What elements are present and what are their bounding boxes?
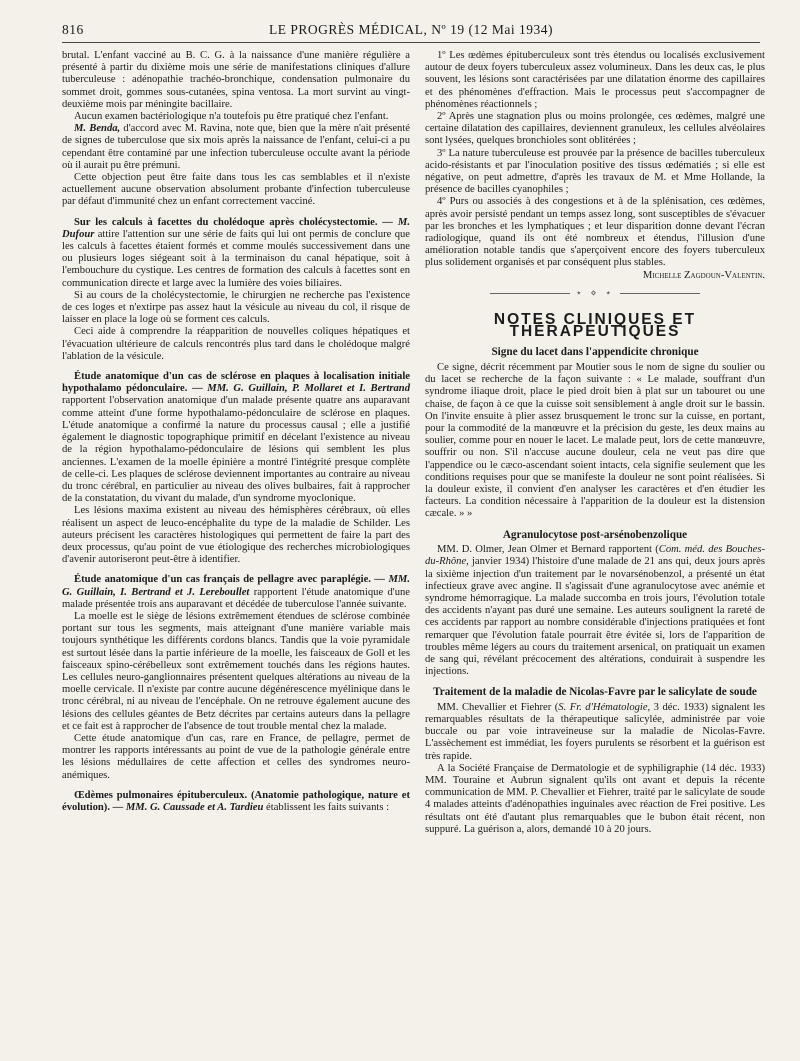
paragraph: brutal. L'enfant vacciné au B. C. G. à la naissance d'une manière régulière a présenté à partir du dixième mois une série de manifestations cliniques d'allure tuberculeuse : adénopathie trachéo-bronchique, condensation pulmonaire du sommet droit, gommes sous-cutanées, spina ventosa. La mort survint au vingt-deuxième mois par méningite bacillaire. xyxy=(62,50,410,110)
journal-title: LE PROGRÈS MÉDICAL, Nº 19 (12 Mai 1934) xyxy=(269,22,553,37)
paragraph: Les lésions maxima existent au niveau des hémisphères cérébraux, où elles réalisent un aspect de leuco-encéphalite du type de la maladie de Schilder. Les auteurs précisent les caractères histologiques qui permettent de faire la part des deux processus, qu'au point de vue étiologique des recherches microbiologiques d'avenir autoriseront peut-être à identifier. xyxy=(62,505,410,566)
paragraph: Aucun examen bactériologique n'a toutefois pu être pratiqué chez l'enfant. xyxy=(74,111,389,123)
paragraph: 1º Les œdèmes épituberculeux sont très étendus ou localisés exclusivement autour de deux foyers tuberculeux assez volumineux. Dans les deux cas, le plus souvent, les lésions sont caractérisées par une dilatation énorme des capillaires et des phénomènes d'effraction. Mais le processus peut s'accompagner de phénomènes réactionnels ; xyxy=(425,50,765,110)
paragraph: M. Benda, d'accord avec M. Ravina, note que, bien que la mère n'ait présenté de signes de tuberculose que six mois après la naissance de l'enfant, celui-ci a pu cependant être contaminé par une infection tuberculeuse occulte avant la période où il aurait pu être prémuni. xyxy=(62,123,411,171)
section-title: Étude anatomique d'un cas de sclérose en plaques à localisation initiale hypothalamo pédonculaire. xyxy=(62,371,410,395)
author: — MM. G. Guillain, P. Mollaret et I. Bertrand xyxy=(187,383,410,395)
page-header xyxy=(62,18,760,43)
section-divider: ⋆ ⋄ ⋆ xyxy=(425,288,765,300)
paragraph: A la Société Française de Dermatologie et de syphiligraphie (14 déc. 1933) MM. Touraine et Aubrun signalent qu'ils ont avant et depuis la récente communication de MM. P. Chevallier et Fiehrer, traité par le salicylate de soude 4 malades atteints d'adénopathies inguinales avec réaction de Frei positive. Les résultats ont été d'autant plus remarquables que le bubon était récent, non suppuré. La guérison a, alors, demandé 10 à 20 jours. xyxy=(425,762,765,835)
author: — MM. G. Guillain, I. Bertrand et J. Lereboullet xyxy=(62,574,410,598)
section-title: Étude anatomique d'un cas français de pellagre avec paraplégie. xyxy=(74,574,371,586)
paragraph: MM. D. Olmer, Jean Olmer et Bernard rapportent (Com. méd. des Bouches-du-Rhône, janvier 1934) l'histoire d'une malade de 21 ans qui, deux jours après la sixième injection d'un traitement par le novarsénobenzol, a présenté un état infectieux grave avec angine. Il s'agissait d'une agranulocytose avec anémie et syndrome hémorragique. La malade succomba en trois jours, l'évolution totale des accidents n'ayant pas duré une semaine. Les auteurs soulignent la rareté de ces accidents par rapport au nombre considérable d'injections pratiquées et font remarquer que l'évolution fatale pourrait être évitée si, lors de l'apparition de troubles même légers au cours du traitement arsenical, on pratiquait un examen de sang qui, révélant précocement des altérations, conduirait à suspendre les injections. xyxy=(425,544,765,678)
paragraph: Si au cours de la cholécystectomie, le chirurgien ne recherche pas l'existence de ces loges et n'extirpe pas assez haut la vésicule au niveau du col, il risque de laisser en place la loge où se forment ces calculs. xyxy=(62,289,410,326)
right-column xyxy=(425,50,765,836)
author: — M. Dufour xyxy=(62,216,410,240)
paragraph: Cette objection peut être faite dans tous les cas semblables et il n'existe actuellement aucune observation absolument probante d'infection tuberculeuse par défaut d'immunité chez un enfant correctement vacciné. xyxy=(62,172,410,208)
section-title: Sur les calculs à facettes du cholédoque après cholécystectomie. xyxy=(74,216,378,228)
subsection-title: Agranulocytose post-arsénobenzolique xyxy=(502,528,688,541)
section-cholédoque: Sur les calculs à facettes du cholédoque après cholécystectomie. — M. Dufour attire l'attention sur une série de faits qui lui ont permis de conclure que les calculs à facettes étaient formés et comme moulés successivement dans une ou plusieurs loges siégeant soit à la terminaison du canal hépatique, soit à l'embouchure du cystique. Les centres de formation des calculs à facettes sont en communication directe et large avec la lumière des voies biliaires. xyxy=(62,216,410,289)
subsection-title: Traitement de la maladie de Nicolas-Favre par le salicylate de soude xyxy=(433,686,757,699)
left-column xyxy=(62,50,410,814)
signature: Michelle Zagdoun-Valentin. xyxy=(642,269,765,281)
section-oedemes: Œdèmes pulmonaires épituberculeux. (Anatomie pathologique, nature et évolution). — MM. G. Caussade et A. Tardieu établissent les faits suivants : xyxy=(62,789,410,813)
author: — MM. G. Caussade et A. Tardieu xyxy=(109,801,264,813)
page-number: 816 xyxy=(62,22,84,37)
section-title: Œdèmes pulmonaires épituberculeux. (Anatomie pathologique, nature et évolution). xyxy=(62,789,410,813)
paragraph: Cette étude anatomique d'un cas, rare en France, de pellagre, permet de montrer les rapports intéressants au point de vue de la pathologie générale entre les lésions médullaires de cette affection et celles des syndromes neuro-anémiques. xyxy=(62,732,410,781)
paragraph: 3º La nature tuberculeuse est prouvée par la présence de bacilles tuberculeux acido-résistants et par l'inoculation positive des tissus œdématiés ; si elle est négative, on peut admettre, d'après les travaux de M. et Mme Hollande, la présence de bacilles cyanophiles ; xyxy=(425,147,765,196)
paragraph: La moelle est le siège de lésions extrêmement étendues de sclérose combinée portant sur tous les segments, mais atteignant d'une manière variable mais toujours synthétique les différents cordons blancs. Tandis que la voie pyramidale est surtout lésée dans la partie inférieure de la moelle, les faisceaux de Goll et les faisceaux spino-cérébelleux sont extrêmement touchés dans les régions hautes. Les cellules neuro-ganglionnaires présentent quelques altérations au niveau de la moelle cervicale. Il n'existe par contre aucune dégénérescence myélinique dans le tronc cérébral, ni au niveau de l'encéphale. On ne retrouve également aucune des lésions des cellules géantes de Betz décrites par certains auteurs dans la pellagre et ce fait est à rapprocher de l'absence de tout trouble mental chez la malade. xyxy=(62,610,410,732)
section-sclerose: Étude anatomique d'un cas de sclérose en plaques à localisation initiale hypothalamo pédonculaire. — MM. G. Guillain, P. Mollaret et I. Bertrand rapportent l'observation anatomique d'un malade présente quatre ans auparavant comme atteint d'une forme hypothalamo-pédonculaire de sclérose en plaques. L'étude anatomique a confirmé la nature du processus causal ; elle a justifié également le diagnostic topographique primitif en décelant l'existence au niveau de la région hypothalamo-pédonculaire de lésions qui semblent les plus anciennes. L'examen de la moelle épinière a montré l'intégrité presque complète de celle-ci. Les plaques de sclérose deviennent importantes au contraire au niveau du tronc cérébral, en particulier au niveau des olives bulbaires, fait à rapprocher de la constatation, du vivant du malade, d'un syndrome myoclonique. xyxy=(62,371,410,505)
paragraph: MM. Chevallier et Fiehrer (S. Fr. d'Hématologie, 3 déc. 1933) signalent les remarquables résultats de la thérapeutique salicylée, administrée par voie buccale ou par voie intraveineuse sur la maladie de Nicolas-Favre. L'assèchement est immédiat, les foyers purulents se résorbent et la guérison est très rapide. xyxy=(425,701,765,762)
section-pellagre: Étude anatomique d'un cas français de pellagre avec paraplégie. — MM. G. Guillain, I. Bertrand et J. Lereboullet rapportent l'étude anatomique d'une malade présentée trois ans auparavant et décédée de tuberculose l'année suivante. xyxy=(62,574,410,610)
subsection-title: Signe du lacet dans l'appendicite chronique xyxy=(491,346,699,359)
paragraph: 4º Purs ou associés à des congestions et à de la splénisation, ces œdèmes, après avoir persisté pendant un temps assez long, sont susceptibles de s'évacuer par les bronches et les lymphatiques ; et leur disparition donne devant l'écran radiologique, quand ils ont été nombreux et étendus, l'illusion d'une amélioration notable tandis que s'aperçoivent encore des foyers tuberculeux plus solidement organisés et par conséquent plus stables. xyxy=(425,196,765,269)
section-heading: NOTES CLINIQUES ET THÉRAPEUTIQUES xyxy=(493,311,697,341)
paragraph: 2º Après une stagnation plus ou moins prolongée, ces œdèmes, malgré une certaine dilatation des capillaires, deviennent granuleux, les cellules alvéolaires sont lysées, quelques bronchioles sont oblitérées ; xyxy=(425,111,765,147)
paragraph: Ceci aide à comprendre la réapparition de nouvelles coliques hépatiques et l'évacuation ultérieure de calculs rencontrés plus tard dans le cholédoque malgré l'ablation de la vésicule. xyxy=(62,326,410,362)
author: M. Benda, xyxy=(74,123,121,135)
paragraph: Ce signe, décrit récemment par Moutier sous le nom de signe du soulier ou du lacet se recherche de la façon suivante : « Le malade, souffrant d'un syndrome iliaque droit, place le pied droit bien à plat sur un tabouret ou une chaise, de façon à ce que la cuisse soit sensiblement à angle droit sur le bassin. On l'invite ensuite à plier assez brusquement le tronc sur la cuisse, en portant, pour la commodité de la manœuvre et la précision du geste, les deux mains au soulier, comme pour en nouer le lacet. Le malade peut, lors de cette manœuvre, souffrir ou non. S'il n'accuse aucune douleur, cela ne veut pas dire que l'appendice ou le cæco-ascendant soient intacts, cela signifie seulement que les conditions requises pour que se manifeste la douleur ne sont point réalisées. Si la douleur existe, il convient d'en analyser les caractères et d'en étudier les facteurs. La condition nécessaire à l'apparition de la douleur est la distension cæcale. » » xyxy=(425,361,765,520)
